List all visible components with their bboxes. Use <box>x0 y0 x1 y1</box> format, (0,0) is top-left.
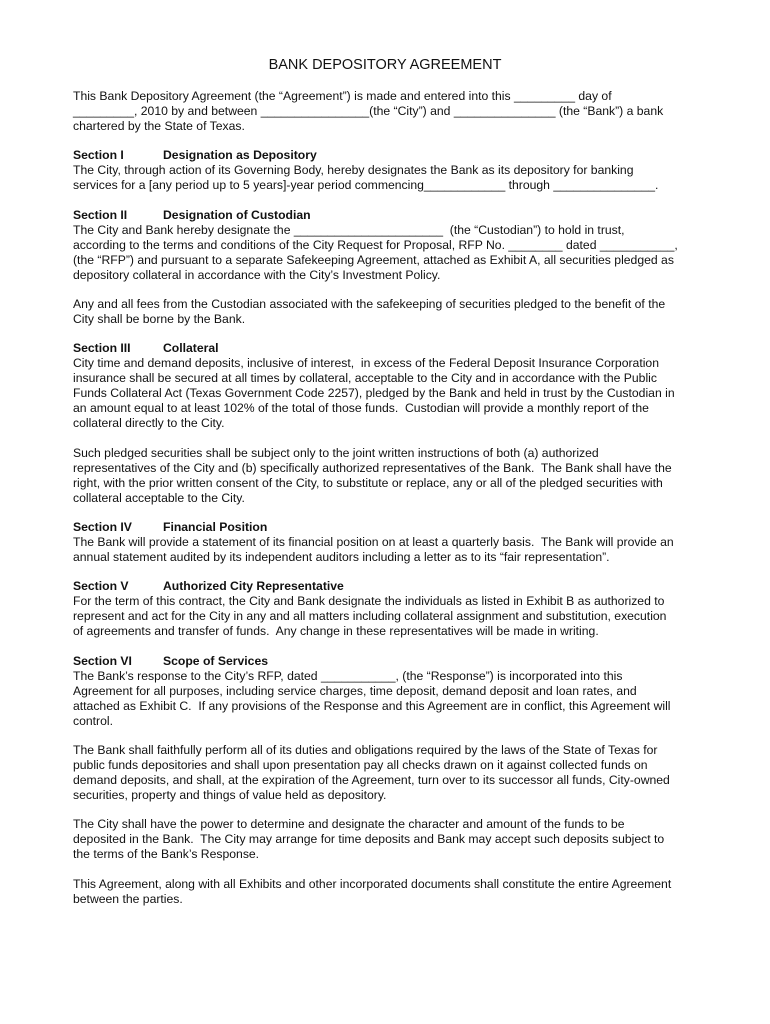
paragraph-line: securities, property and things of value held as depository. <box>73 787 387 802</box>
section-title: Designation of Custodian <box>163 208 311 222</box>
paragraph-line: right, with the prior written consent of the City, to substitute or replace, any or all of the pledged securities with <box>73 475 663 490</box>
paragraph-line: The City and Bank hereby designate the ______________________ (the “Custodian”) to hold in trust, <box>73 222 625 237</box>
paragraph-line: The Bank shall faithfully perform all of its duties and obligations required by the laws of the State of Texas for <box>73 743 658 757</box>
paragraph-line: (the “RFP”) and pursuant to a separate Safekeeping Agreement, attached as Exhibit A, all securities pledged as <box>73 252 674 267</box>
paragraph-line: This Agreement, along with all Exhibits and other incorporated documents shall constitute the entire Agreement <box>73 877 672 891</box>
section-heading <box>73 208 703 223</box>
section-title: Financial Position <box>163 520 268 534</box>
section-heading <box>73 520 703 535</box>
paragraph-line: services for a [any period up to 5 years]-year period commencing____________ through _______________. <box>73 177 659 192</box>
paragraph-line: City time and demand deposits, inclusive of interest, in excess of the Federal Deposit Insurance Corporation <box>73 355 659 370</box>
section-number: Section III <box>73 341 131 355</box>
section-title: Authorized City Representative <box>163 579 344 593</box>
intro-line: This Bank Depository Agreement (the “Agreement”) is made and entered into this _________ day of <box>73 89 612 103</box>
paragraph-line: according to the terms and conditions of the City Request for Proposal, RFP No. ________ dated ___________, <box>73 237 678 252</box>
section-number: Section I <box>73 148 124 162</box>
section-6-paragraph-3 <box>73 817 703 862</box>
paragraph-line: control. <box>73 713 113 728</box>
paragraph-line: collateral directly to the City. <box>73 415 225 430</box>
section-6 <box>73 654 703 729</box>
paragraph-line: the terms of the Bank’s Response. <box>73 846 260 861</box>
paragraph-line: City shall be borne by the Bank. <box>73 311 246 326</box>
paragraph-line: insurance shall be secured at all times by collateral, acceptable to the City and in accordance with the Public <box>73 370 657 385</box>
paragraph-line: public funds depositories and shall upon presentation pay all checks drawn on it against collected funds on <box>73 757 648 772</box>
section-number: Section IV <box>73 520 132 534</box>
paragraph-line: For the term of this contract, the City and Bank designate the individuals as listed in Exhibit B as authorized to <box>73 593 665 608</box>
paragraph-line: Such pledged securities shall be subject only to the joint written instructions of both (a) authorized <box>73 446 599 460</box>
paragraph-line: Agreement for all purposes, including service charges, time deposit, demand deposit and loan rates, and <box>73 683 637 698</box>
paragraph-line: represent and act for the City in any and all matters including collateral assignment and substitution, execution <box>73 608 667 623</box>
paragraph-line: The Bank’s response to the City’s RFP, dated ___________, (the “Response”) is incorporated into this <box>73 668 623 683</box>
paragraph-line: annual statement audited by its independent auditors including a letter as to its “fair representation”. <box>73 549 610 564</box>
paragraph-line: representatives of the City and (b) specifically authorized representatives of the Bank. The Bank shall have the <box>73 460 672 475</box>
section-number: Section VI <box>73 654 132 668</box>
section-4 <box>73 520 703 565</box>
section-heading <box>73 579 703 594</box>
section-heading <box>73 654 703 669</box>
section-heading <box>73 148 703 163</box>
paragraph-line: The City shall have the power to determine and designate the character and amount of the funds to be <box>73 817 625 831</box>
paragraph-line: collateral acceptable to the City. <box>73 490 245 505</box>
intro-line: chartered by the State of Texas. <box>73 118 245 133</box>
section-6-paragraph-4 <box>73 877 703 907</box>
section-2 <box>73 208 703 283</box>
section-title: Collateral <box>163 341 219 355</box>
section-2-paragraph-2 <box>73 297 703 327</box>
paragraph-line: demand deposits, and shall, at the expiration of the Agreement, turn over to its successor all funds, City-owned <box>73 772 670 787</box>
paragraph-line: Funds Collateral Act (Texas Government Code 2257), pledged by the Bank and held in trust by the Custodian in <box>73 385 675 400</box>
section-heading <box>73 341 703 356</box>
section-3 <box>73 341 703 430</box>
paragraph-line: between the parties. <box>73 891 183 906</box>
paragraph-line: deposited in the Bank. The City may arrange for time deposits and Bank may accept such deposits subject to <box>73 831 665 846</box>
section-6-paragraph-2 <box>73 743 703 803</box>
paragraph-line: depository collateral in accordance with the City’s Investment Policy. <box>73 267 441 282</box>
intro-paragraph <box>73 89 703 134</box>
paragraph-line: The City, through action of its Governing Body, hereby designates the Bank as its depository for banking <box>73 162 634 177</box>
document-title: BANK DEPOSITORY AGREEMENT <box>268 57 502 73</box>
paragraph-line: attached as Exhibit C. If any provisions of the Response and this Agreement are in conflict, this Agreement will <box>73 698 671 713</box>
section-number: Section V <box>73 579 129 593</box>
paragraph-line: The Bank will provide a statement of its financial position on at least a quarterly basis. The Bank will provide an <box>73 534 674 549</box>
section-number: Section II <box>73 208 128 222</box>
section-3-paragraph-2 <box>73 446 703 506</box>
section-title: Scope of Services <box>163 654 268 668</box>
section-1 <box>73 148 703 193</box>
section-5 <box>73 579 703 639</box>
paragraph-line: an amount equal to at least 102% of the total of those funds. Custodian will provide a monthly report of the <box>73 400 649 415</box>
intro-line: _________, 2010 by and between ________________(the “City”) and _______________ (the “Bank”) a bank <box>73 103 664 118</box>
section-title: Designation as Depository <box>163 148 317 162</box>
paragraph-line: Any and all fees from the Custodian associated with the safekeeping of securities pledged to the benefit of the <box>73 297 666 311</box>
paragraph-line: of agreements and transfer of funds. Any change in these representatives will be made in writing. <box>73 623 599 638</box>
